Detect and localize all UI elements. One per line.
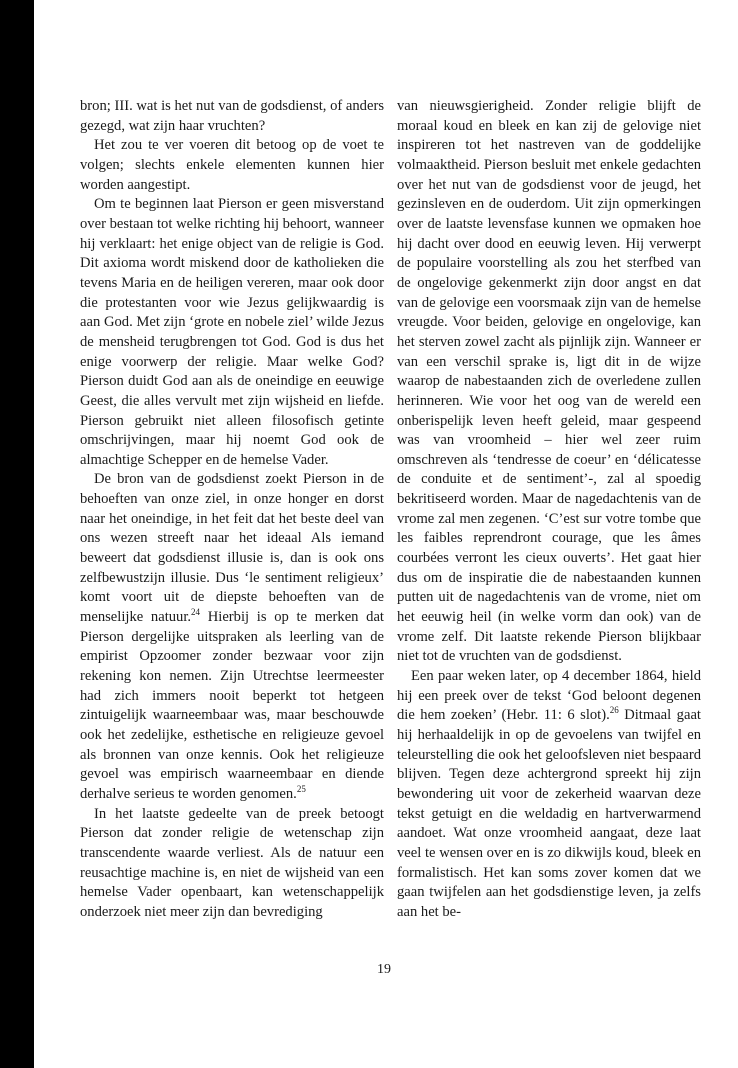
footnote-ref: 26 bbox=[609, 705, 619, 716]
text-run: Een paar weken later, op 4 december 1864, hield hij een preek over de tekst ‘God beloont degenen die hem zoeken’ (Hebr. 11: 6 slot). bbox=[397, 668, 701, 724]
paragraph bbox=[80, 97, 384, 136]
footnote-ref: 25 bbox=[296, 784, 306, 795]
roman-numeral: III bbox=[114, 98, 130, 114]
scan-edge bbox=[0, 0, 34, 1068]
right-column bbox=[397, 97, 701, 923]
text-run: De bron van de godsdienst zoekt Pierson in de behoeften van onze ziel, in onze honger en dorst naar het oneindige, in het feit dat het beste deel van ons wezen streeft naar het ideaal Als iemand beweert dat godsdienst illusie is, dan is ook ons zelfbewustzijn illusie. Dus ‘le sentiment religieux’ komt voort uit de diepste behoeften van de menselijke natuur. bbox=[80, 471, 384, 626]
footnote-ref: 24 bbox=[191, 607, 201, 618]
paragraph bbox=[80, 470, 384, 804]
paragraph: Om te beginnen laat Pierson er geen misverstand over bestaan tot welke richting hij behoort, wanneer hij verklaart: het enige object van de religie is God. Dit axioma wordt miskend door de katholieken die tevens Maria en de heiligen vereren, maar ook door die protestanten voor wie Jezus gelijkwaardig is aan God. Met zijn ‘grote en nobele ziel’ wilde Jezus de mensheid terugbrengen tot God. God is dus het enige voorwerp der religie. Maar welke God? Pierson duidt God aan als de oneindige en eeuwige Geest, die alles vervult met zijn wijsheid en liefde. Pierson gebruikt niet alleen filosofisch getinte omschrijvingen, maar hij noemt God ook de almachtige Schepper en de hemelse Vader. bbox=[80, 196, 384, 468]
paragraph: In het laatste gedeelte van de preek betoogt Pierson dat zonder religie de wetenschap zijn transcendente waarde verliest. Als de natuur een reusachtige machine is, en niet de wijsheid van een hemelse Vader openbaart, kan wetenschappelijk onderzoek niet meer zijn dan bevrediging bbox=[80, 805, 384, 920]
paragraph: van nieuwsgierigheid. Zonder religie blijft de moraal koud en bleek en kan zij de gelovige niet inspireren tot het nastreven van de goddelijke volmaaktheid. Pierson besluit met enkele gedachten over het nut van de godsdienst voor de jeugd, het gezinsleven en de ouderdom. Uit zijn opmerkingen over de laatste levensfase kunnen we opmaken hoe hij dacht over dood en eeuwig leven. Hij verwerpt de populaire voorstelling als zou het sterfbed van de ongelovige gekenmerkt zijn door angst en dat van de gelovige een voorsmaak zijn van de hemelse vreugde. Voor beiden, gelovige en ongelovige, kan het sterven zowel zacht als pijnlijk zijn. Wanneer er van een verschil sprake is, ligt dit in de wijze waarop de nabestaanden zich de overledene zullen herinneren. Wie voor het oog van de wereld een onberispelijk leven heeft geleid, maar gespeend was van vroomheid – hier wel zeer ruim omschreven als ‘tendresse de coeur’ en ‘délicatesse de conduite et de sentiment’-, zal al spoedig bekritiseerd worden. Maar de nagedachtenis van de vrome zal men zegenen. ‘C’est sur votre tombe que les faibles reprendront courage, que les âmes courbées verront les cieux ouverts’. Het gaat hier dus om de inspiratie die de nabestaanden kunnen putten uit de nagedachtenis van de vrome, niet om het eeuwig heil (in welke vorm dan ook) van de vrome zelf. Dit laatste rekende Pierson blijkbaar niet tot de vruchten van de godsdienst. bbox=[397, 98, 701, 665]
paragraph: Het zou te ver voeren dit betoog op de voet te volgen; slechts enkele elementen kunnen hier worden aangestipt. bbox=[80, 137, 384, 193]
paragraph bbox=[397, 667, 701, 923]
page-number: 19 bbox=[377, 962, 391, 977]
text-run: Hierbij is op te merken dat Pierson dergelijke uitspraken als leerling van de empirist Opzoomer zonder bezwaar voor zijn rekening kon nemen. Zijn Utrechtse leermeester had zich immers nooit beperkt tot hetgeen zintuigelijk waarneembaar was, maar beschouwde ook het zedelijke, esthetische en religieuze gevoel als bronnen van onze kennis. Ook het religieuze gevoel was empirisch waarneembaar en diende derhalve serieus te worden genomen. bbox=[80, 609, 384, 802]
left-column bbox=[80, 97, 384, 923]
text-run: . wat is het nut van de godsdienst, of anders gezegd, wat zijn haar vruchten? bbox=[80, 98, 384, 134]
text-run: bron; bbox=[80, 98, 115, 114]
text-run: Ditmaal gaat hij herhaaldelijk in op de gevoelens van twijfel en teleurstelling die ook het geloofsleven niet bespaard blijven. Tegen deze achtergrond spreekt hij zijn bewondering uit voor de zekerheid waarvan deze tekst getuigt en die weldadig en hartverwarmend aandoet. Wat onze vroomheid aangaat, deze laat veel te wensen over en is zo dikwijls koud, bleek en formalistisch. Het kan soms zover komen dat we gaan twijfelen aan het godsdienstige leven, ja zelfs aan het be- bbox=[397, 707, 701, 920]
